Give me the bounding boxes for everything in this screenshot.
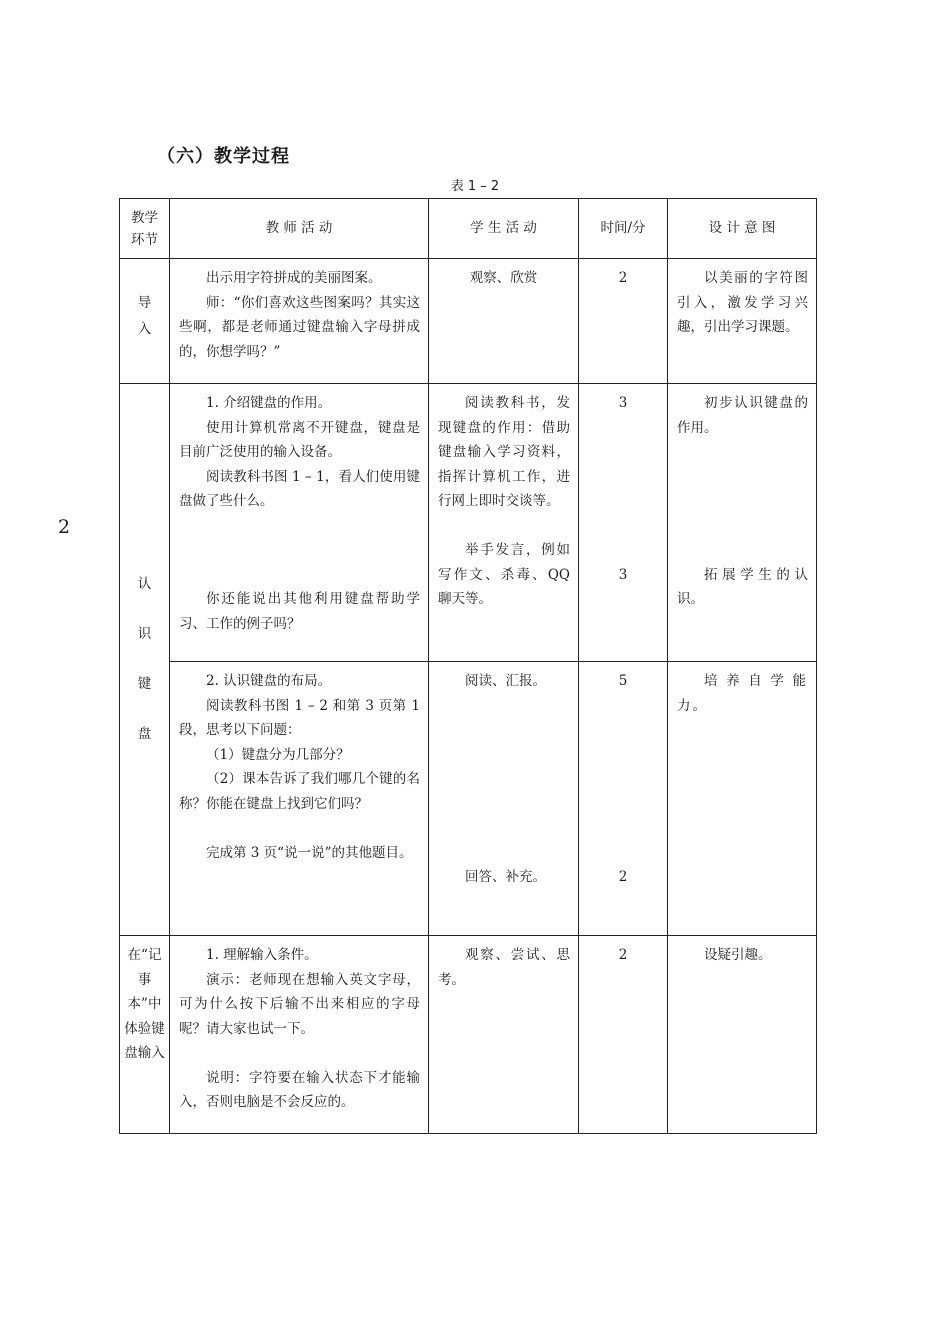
design-intent: 初步认识键盘的作用。 拓展学生的认识。 xyxy=(668,384,817,662)
header-stage: 教学 环节 xyxy=(120,199,170,259)
section-heading: （六）教学过程 xyxy=(157,146,290,167)
stage-cell: 认 识 键 盘 xyxy=(120,384,170,936)
teacher-activity: 出示用字符拼成的美丽图案。 师：“你们喜欢这些图案吗？其实这些啊，都是老师通过键盘输入字母拼成的，你想学吗？” xyxy=(170,259,429,384)
student-activity: 观察、欣赏 xyxy=(429,259,579,384)
student-activity: 阅读、汇报。 回答、补充。 xyxy=(429,662,579,936)
header-teacher: 教 师 活 动 xyxy=(170,199,429,259)
teacher-activity: 1. 理解输入条件。 演示：老师现在想输入英文字母，可为什么按下后输不出来相应的字母呢？请大家也试一下。 说明：字符要在输入状态下才能输入，否则电脑是不会反应的。 xyxy=(170,936,429,1134)
header-design: 设 计 意 图 xyxy=(668,199,817,259)
stage-cell: 在“记事本”中体验键盘输入 xyxy=(120,936,170,1134)
student-activity: 阅读教科书，发现键盘的作用：借助键盘输入学习资料，指挥计算机工作，进行网上即时交谈等。 举手发言，例如写作文、杀毒、QQ 聊天等。 xyxy=(429,384,579,662)
teaching-process-table xyxy=(119,198,817,1134)
stage-cell: 导 入 xyxy=(120,259,170,384)
design-intent: 以美丽的字符图引入，激发学习兴趣，引出学习课题。 xyxy=(668,259,817,384)
table-row xyxy=(120,384,817,662)
time-minutes: 3 3 xyxy=(579,384,668,662)
time-minutes: 2 xyxy=(579,936,668,1134)
time-minutes: 5 2 xyxy=(579,662,668,936)
teacher-activity: 2. 认识键盘的布局。 阅读教科书图 1 – 2 和第 3 页第 1 段，思考以下问题： （1）键盘分为几部分？ （2）课本告诉了我们哪几个键的名称？你能在键盘上找到它们吗？ 完成第 3 页“说一说”的其他题目。 xyxy=(170,662,429,936)
student-activity: 观察、尝试、思考。 xyxy=(429,936,579,1134)
design-intent: 培养自学能力。 xyxy=(668,662,817,936)
teacher-activity: 1. 介绍键盘的作用。 使用计算机常离不开键盘，键盘是目前广泛使用的输入设备。 阅读教科书图 1 – 1，看人们使用键盘做了些什么。 你还能说出其他利用键盘帮助学习、工作的例子吗？ xyxy=(170,384,429,662)
table-row xyxy=(120,662,817,936)
design-intent: 设疑引趣。 xyxy=(668,936,817,1134)
table-row xyxy=(120,936,817,1134)
table-header-row xyxy=(120,199,817,259)
header-time: 时间/分 xyxy=(579,199,668,259)
time-minutes: 2 xyxy=(579,259,668,384)
table-caption: 表 1 – 2 xyxy=(450,179,500,194)
table-row xyxy=(120,259,817,384)
header-student: 学 生 活 动 xyxy=(429,199,579,259)
page-number: 2 xyxy=(58,516,71,538)
